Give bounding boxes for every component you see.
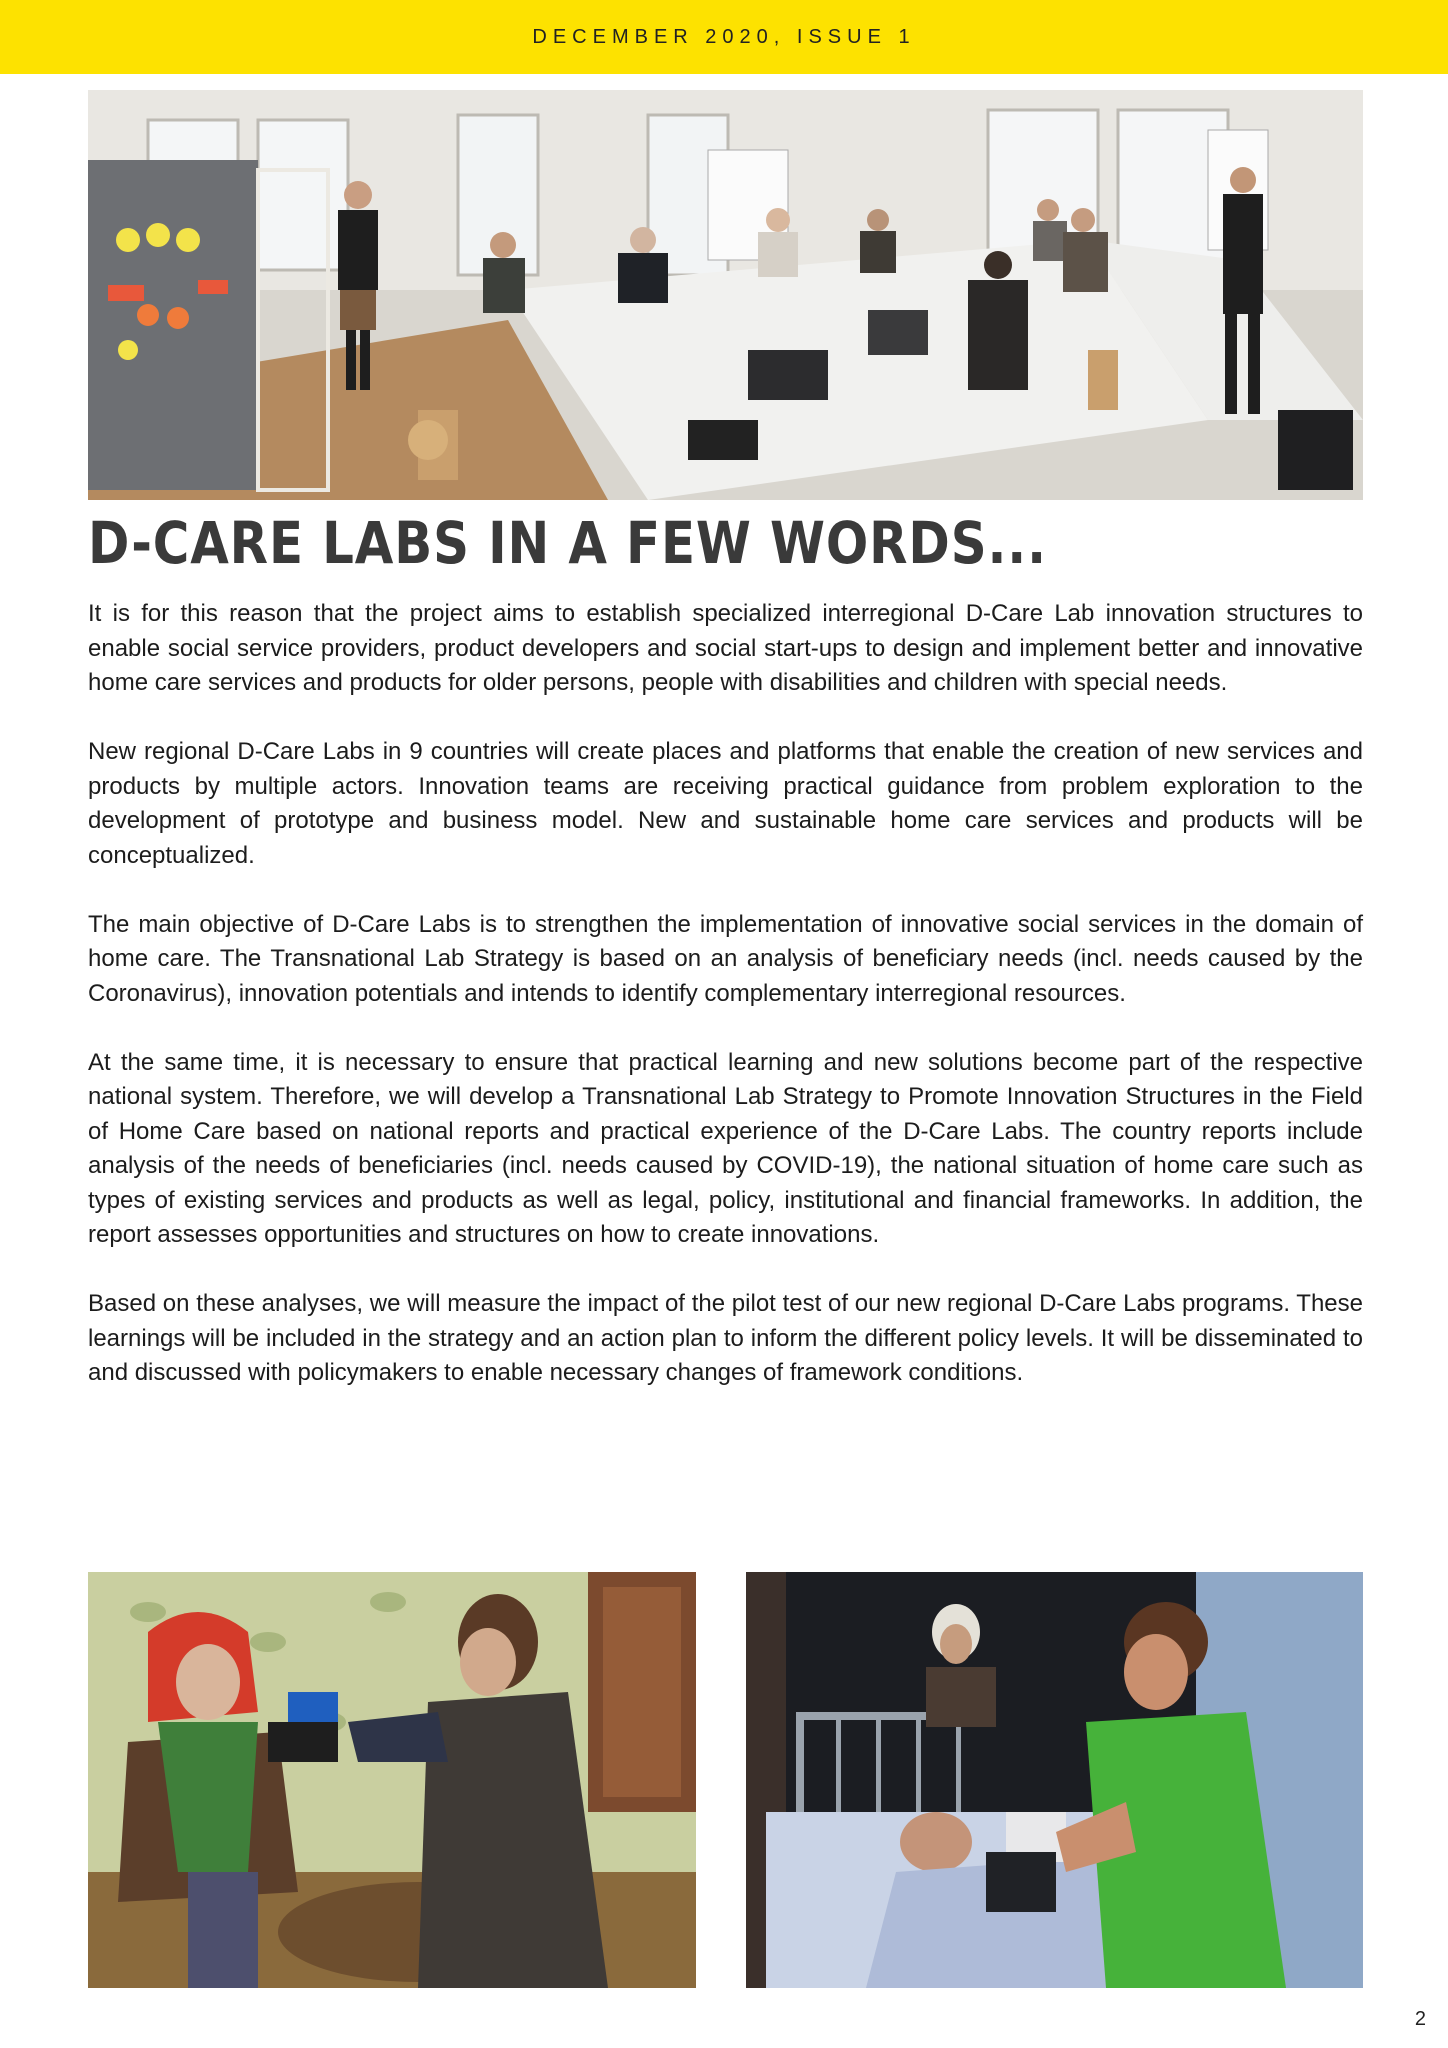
page-number: 2: [1414, 2008, 1426, 2030]
home-care-illustration-right: [746, 1572, 1363, 1988]
issue-label: DECEMBER 2020, ISSUE 1: [532, 25, 916, 48]
paragraph: At the same time, it is necessary to ensure that practical learning and new solutions become part of the respective national system. Therefore, we will develop a Transnational Lab Strategy to Promote Innovation Structures in the Field of Home Care based on national reports and practical experience of the D-Care Labs. The country reports include analysis of the needs of beneficiaries (incl. needs caused by COVID-19), the national situation of home care such as types of existing services and products as well as legal, policy, institutional and financial frameworks. In addition, the report assesses opportunities and structures on how to create innovations.: [88, 1048, 1363, 1248]
home-care-illustration-left: [88, 1572, 696, 1988]
home-care-photo-right: [746, 1572, 1363, 1988]
meeting-room-photo: [88, 90, 1363, 500]
home-care-photo-left: [88, 1572, 696, 1988]
page-title: D-CARE LABS IN A FEW WORDS...: [88, 509, 1047, 577]
paragraph: It is for this reason that the project aims to establish specialized interregional D-Care Lab innovation structures to enable social service providers, product developers and social start-ups to design and implement better and innovative home care services and products for older persons, people with disabilities and children with special needs.: [88, 600, 1363, 696]
paragraph: The main objective of D-Care Labs is to strengthen the implementation of innovative social services in the domain of home care. The Transnational Lab Strategy is based on an analysis of beneficiary needs (incl. needs caused by the Coronavirus), innovation potentials and intends to identify complementary interregional resources.: [88, 910, 1363, 1007]
paragraph: New regional D-Care Labs in 9 countries will create places and platforms that enable the creation of new services and products by multiple actors. Innovation teams are receiving practical guidance from problem exploration to the development of prototype and business model. New and sustainable home care services and products will be conceptualized.: [88, 738, 1363, 869]
article-body: [88, 597, 1363, 1425]
meeting-room-illustration: [88, 90, 1363, 500]
paragraph: Based on these analyses, we will measure the impact of the pilot test of our new regional D-Care Labs programs. These learnings will be included in the strategy and an action plan to inform the different policy levels. It will be disseminated to and discussed with policymakers to enable necessary changes of framework conditions.: [88, 1290, 1363, 1386]
issue-header-band: [0, 0, 1448, 74]
